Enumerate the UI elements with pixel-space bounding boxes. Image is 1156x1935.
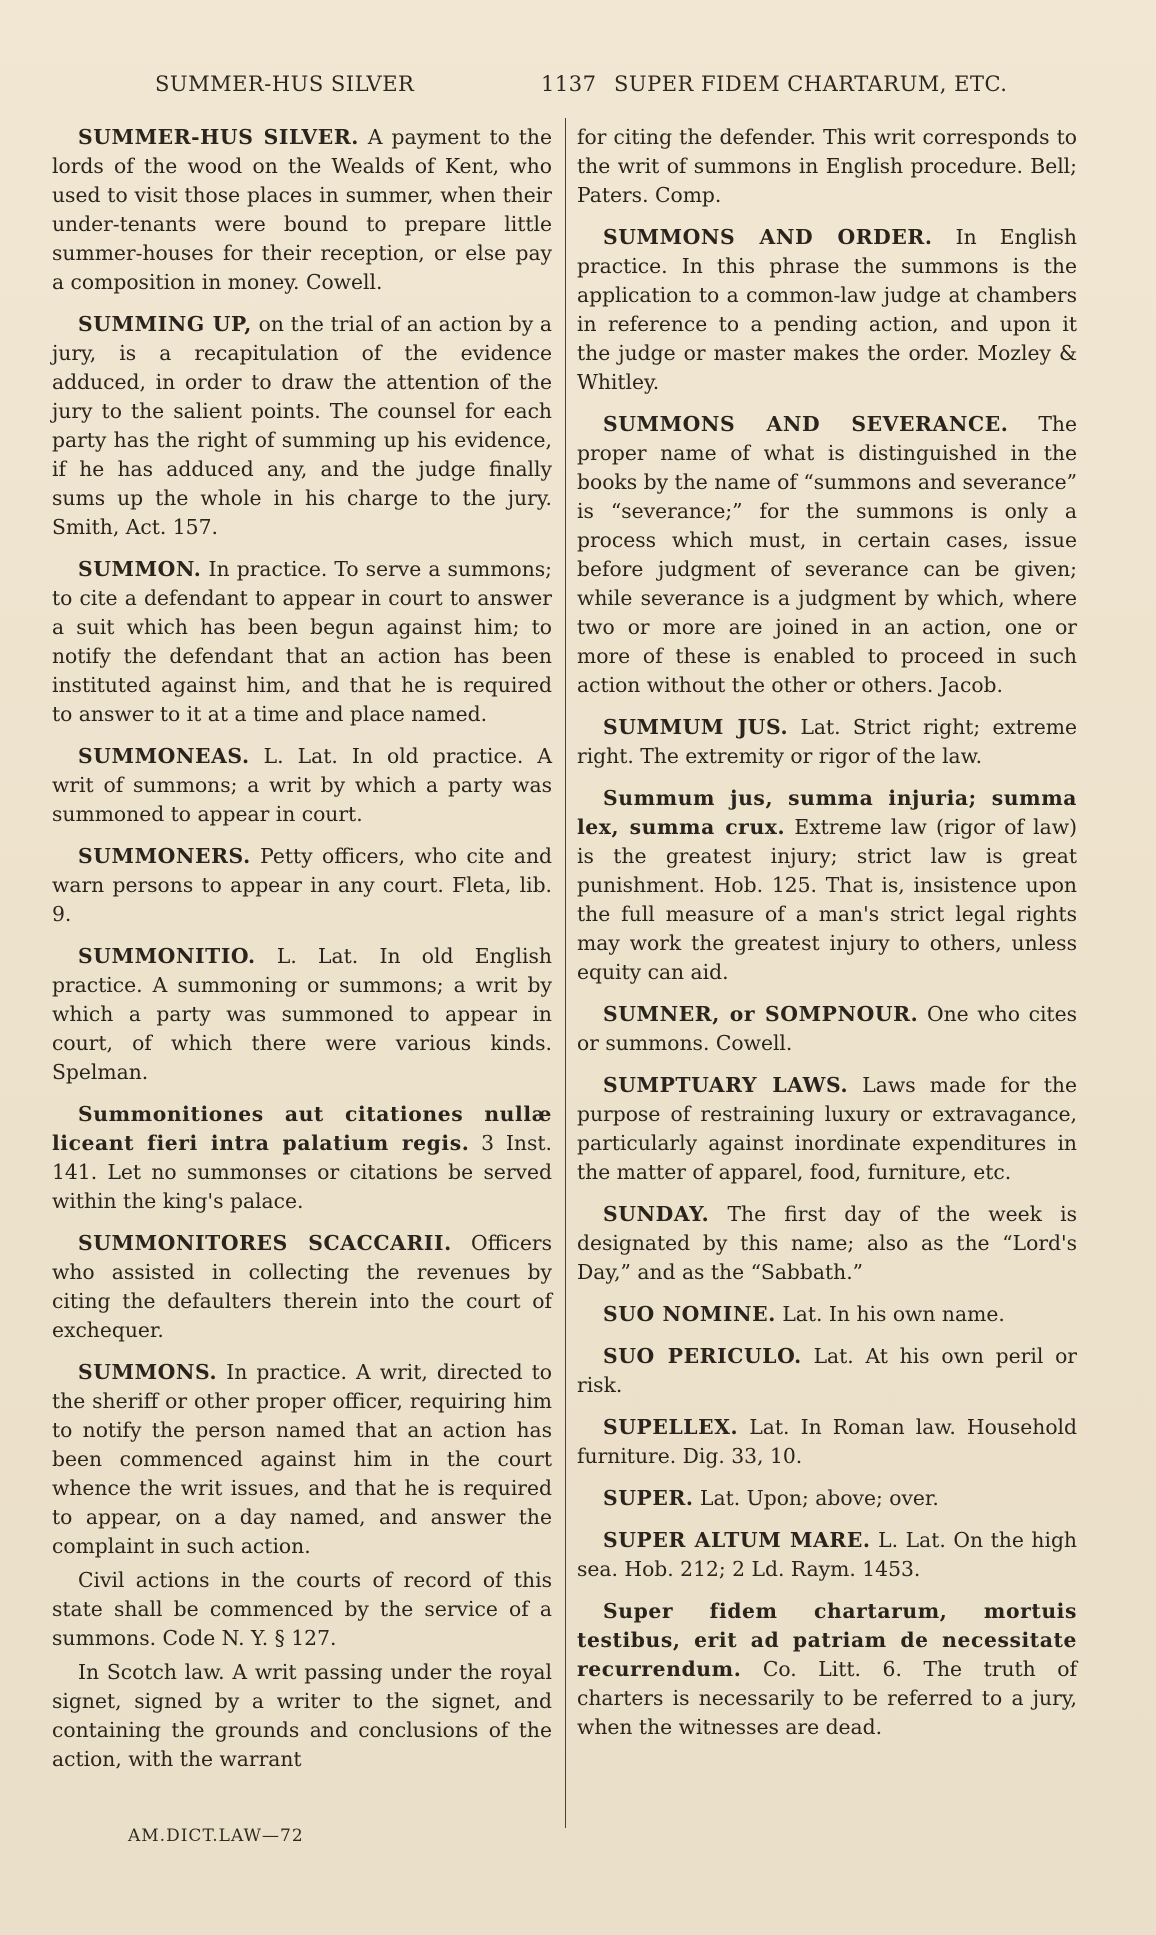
headword: SUMMONS AND ORDER.	[603, 225, 933, 249]
headword: SUMMONS AND SEVERANCE.	[603, 412, 1009, 436]
entry-super	[577, 1484, 1077, 1513]
entry-summum-jus-maxim	[577, 784, 1077, 987]
headword: SUMMONITORES SCACCARII.	[78, 1231, 452, 1255]
left-column	[52, 123, 552, 1787]
running-head	[0, 72, 1156, 106]
headword: SUMNER, or SOMPNOUR.	[603, 1002, 919, 1026]
entry-sunday	[577, 1200, 1077, 1287]
entry-summons-and-severance	[577, 410, 1077, 700]
headword: SUMMON.	[78, 557, 202, 581]
entry-summoneas	[52, 742, 552, 829]
entry-summer-hus-silver	[52, 123, 552, 297]
entry-summonitiones-maxim	[52, 1100, 552, 1216]
headword: SUMPTUARY LAWS.	[603, 1073, 849, 1097]
entry-summonitio	[52, 942, 552, 1087]
entry-summing-up	[52, 310, 552, 542]
definition: L. Lat. In old practice. A writ of summons; a writ by which a party was summoned to appear in court.	[52, 744, 552, 826]
headword: Super fidem chartarum, mortuis testibus, erit ad patriam de necessitate recurrendum.	[577, 1599, 1077, 1681]
definition: 3 Inst. 141. Let no summonses or citations be served within the king's palace.	[52, 1131, 552, 1213]
definition: In Scotch law. A writ passing under the royal signet, signed by a writer to the signet, and containing the grounds and conclusions of the action, with the warrant	[52, 1660, 552, 1771]
definition: In English practice. In this phrase the summons is the application to a common-law judge at chambers in reference to a pending action, and upon it the judge or master makes the order. Mozley & Whitley.	[577, 225, 1077, 394]
entry-summonitores-scaccarii	[52, 1229, 552, 1345]
entry-suo-nomine	[577, 1300, 1077, 1329]
headword: SUMMER-HUS SILVER.	[78, 125, 359, 149]
headword: SUMMONERS.	[78, 844, 251, 868]
definition: Lat. Strict right; extreme right. The extremity or rigor of the law.	[577, 715, 1077, 768]
definition: Lat. At his own peril or risk.	[577, 1344, 1077, 1397]
entry-summon	[52, 555, 552, 729]
definition: In practice. To serve a summons; to cite a defendant to appear in court to answer a suit which has been begun against him; to notify the defendant that an action has been instituted against him, and that he is required to answer to it at a time and place named.	[52, 557, 552, 726]
definition: Co. Litt. 6. The truth of charters is necessarily to be referred to a jury, when the witnesses are dead.	[577, 1657, 1077, 1739]
headword: SUO NOMINE.	[603, 1302, 776, 1326]
headword: Summonitiones aut citationes nullæ liceant fieri intra palatium regis.	[52, 1102, 552, 1155]
headword: SUMMING UP,	[78, 312, 252, 336]
definition: Civil actions in the courts of record of this state shall be commenced by the service of a summons. Code N. Y. § 127.	[52, 1568, 552, 1650]
entry-sumner	[577, 1000, 1077, 1058]
definition: Laws made for the purpose of restraining luxury or extravagance, particularly against inordinate expenditures in the matter of apparel, food, furniture, etc.	[577, 1073, 1077, 1184]
entry-summons	[52, 1358, 552, 1561]
entry-summons-scotch-law	[52, 1658, 552, 1774]
definition: The proper name of what is distinguished in the books by the name of “summons and severance” is “severance;” for the summons is only a process which must, in certain cases, issue before judgment of severance can be given; while severance is a judgment by which, where two or more are joined in an action, one or more of these is enabled to proceed in such action without the other or others. Jacob.	[577, 412, 1077, 697]
running-head-left: SUMMER-HUS SILVER	[155, 72, 415, 96]
definition: Lat. Upon; above; over.	[693, 1486, 939, 1510]
definition: A payment to the lords of the wood on the Wealds of Kent, who used to visit those places in summer, when their under-tenants were bound to prepare little summer-houses for their reception, or else pay a composition in money. Cowell.	[52, 125, 552, 294]
definition: Extreme law (rigor of law) is the greatest injury; strict law is great punishment. Hob. 125. That is, insistence upon the full measure of a man's strict legal rights may work the greatest injury to others, unless equity can aid.	[577, 815, 1077, 984]
headword: SUO PERICULO.	[603, 1344, 802, 1368]
definition: Lat. In his own name.	[775, 1302, 1005, 1326]
headword: SUNDAY.	[603, 1202, 710, 1226]
definition: One who cites or summons. Cowell.	[577, 1002, 1077, 1055]
column-divider	[565, 118, 566, 1828]
definition: for citing the defender. This writ corresponds to the writ of summons in English procedure. Bell; Paters. Comp.	[577, 125, 1077, 207]
headword: Summum jus, summa injuria; summa lex, summa crux.	[577, 786, 1077, 839]
page-number: 1137	[541, 72, 597, 96]
right-column	[577, 123, 1077, 1755]
entry-sumptuary-laws	[577, 1071, 1077, 1187]
entry-super-fidem-chartarum	[577, 1597, 1077, 1742]
entry-summum-jus	[577, 713, 1077, 771]
entry-summoners	[52, 842, 552, 929]
headword: SUPELLEX.	[603, 1415, 739, 1439]
headword: SUPER ALTUM MARE.	[603, 1528, 871, 1552]
headword: SUMMONEAS.	[78, 744, 250, 768]
definition: Officers who assisted in collecting the revenues by citing the defaulters therein into the court of exchequer.	[52, 1231, 552, 1342]
definition: L. Lat. In old English practice. A summoning or summons; a writ by which a party was summoned to appear in court, of which there were various kinds. Spelman.	[52, 944, 552, 1084]
signature-mark: AM.DICT.LAW—72	[128, 1826, 304, 1846]
definition: Petty officers, who cite and warn persons to appear in any court. Fleta, lib. 9.	[52, 844, 552, 926]
definition: In practice. A writ, directed to the sheriff or other proper officer, requiring him to notify the person named that an action has been commenced against him in the court whence the writ issues, and that he is required to appear, on a day named, and answer the complaint in such action.	[52, 1360, 552, 1558]
headword: SUMMONS.	[78, 1360, 218, 1384]
headword: SUPER.	[603, 1486, 694, 1510]
definition: L. Lat. On the high sea. Hob. 212; 2 Ld. Raym. 1453.	[577, 1528, 1077, 1581]
headword: SUMMUM JUS.	[603, 715, 789, 739]
entry-summons-and-order	[577, 223, 1077, 397]
entry-suo-periculo	[577, 1342, 1077, 1400]
definition: The first day of the week is designated by this name; also as the “Lord's Day,” and as the “Sabbath.”	[577, 1202, 1077, 1284]
entry-summons-civil-actions	[52, 1566, 552, 1653]
entry-supellex	[577, 1413, 1077, 1471]
entry-super-altum-mare	[577, 1526, 1077, 1584]
definition: Lat. In Roman law. Household furniture. Dig. 33, 10.	[577, 1415, 1077, 1468]
definition: on the trial of an action by a jury, is a recapitulation of the evidence adduced, in order to draw the attention of the jury to the salient points. The counsel for each party has the right of summing up his evidence, if he has adduced any, and the judge finally sums up the whole in his charge to the jury. Smith, Act. 157.	[52, 312, 553, 539]
headword: SUMMONITIO.	[78, 944, 256, 968]
entry-summons-continued	[577, 123, 1077, 210]
running-head-right: SUPER FIDEM CHARTARUM, ETC.	[614, 72, 1008, 96]
